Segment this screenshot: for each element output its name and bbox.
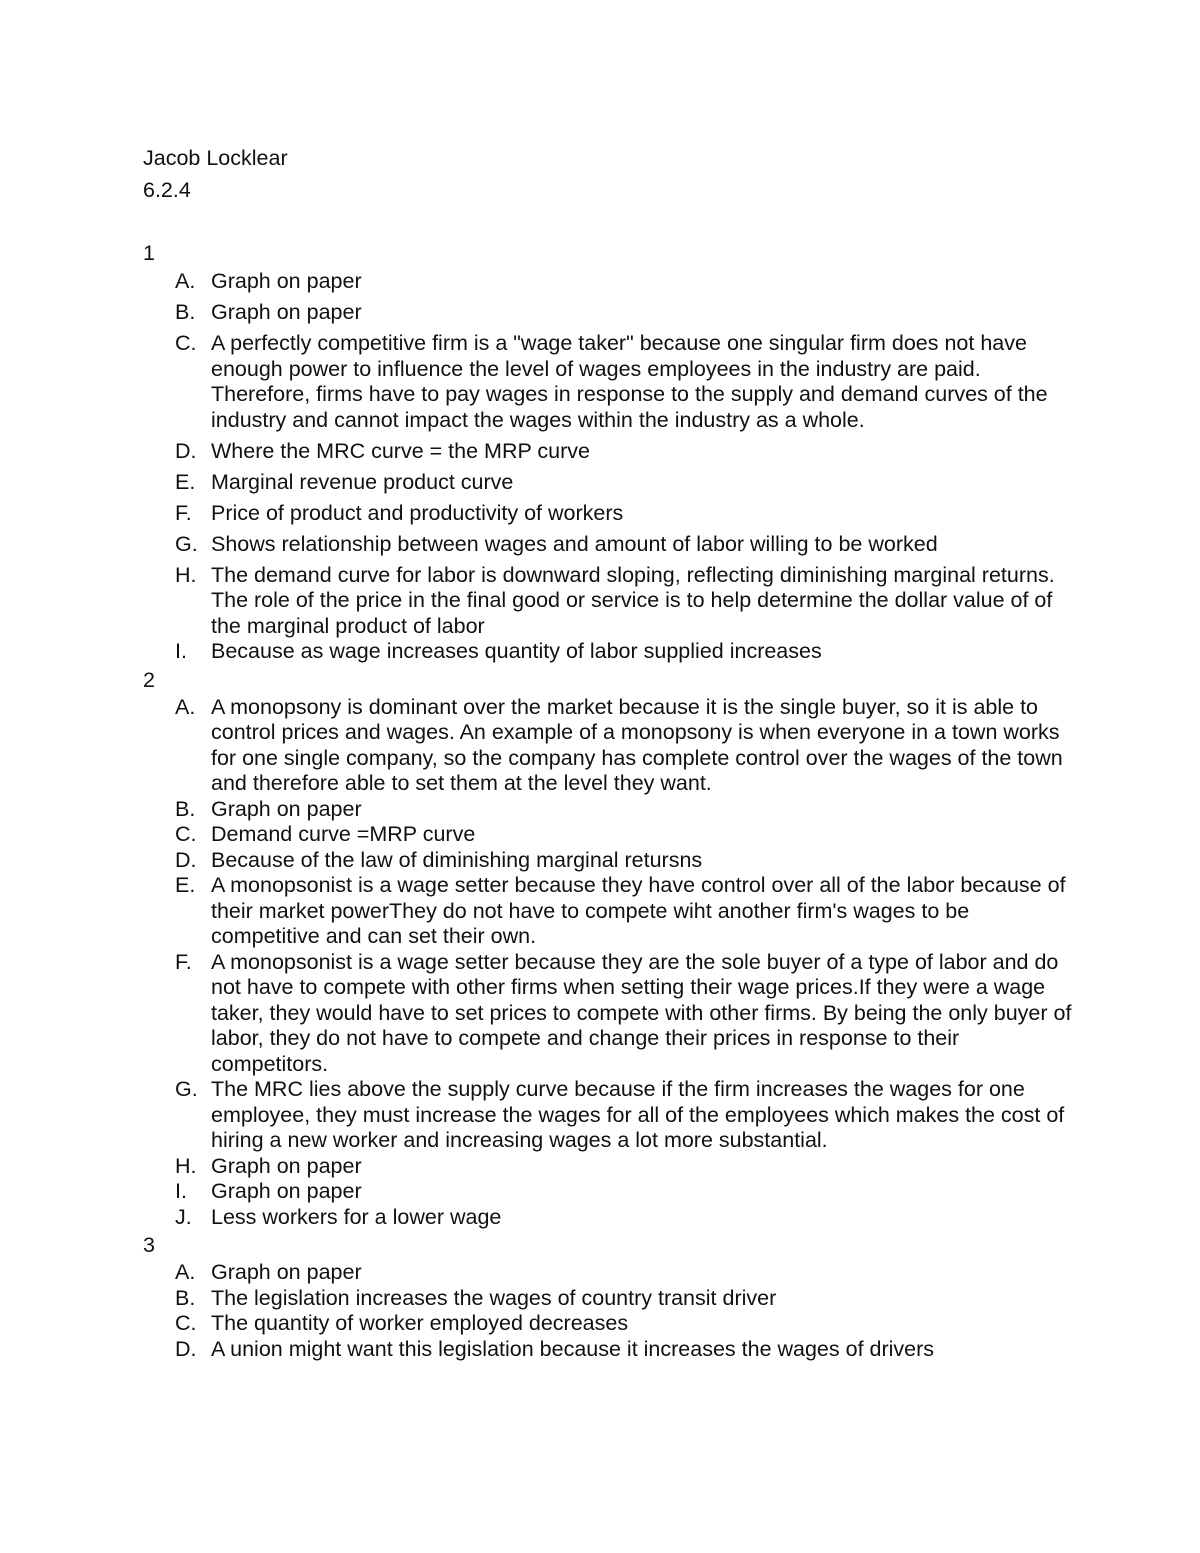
list-item-text: Graph on paper — [211, 796, 362, 821]
list-item — [143, 563, 1073, 640]
list-item-marker: D. — [175, 438, 197, 463]
list-item-marker: A. — [175, 694, 196, 719]
list-item-marker: B. — [175, 796, 196, 821]
list-item-marker: D. — [175, 1336, 197, 1361]
list-item-marker: D. — [175, 847, 197, 872]
list-item-text: A monopsonist is a wage setter because they are the sole buyer of a type of labor and do not have to compete with other firms when setting their wage prices.If they were a wage taker, they would have to set prices to compete with other firms. By being the only buyer of labor, they do not have to compete and change their prices in response to their competitors. — [211, 949, 1072, 1076]
list-item-text: Shows relationship between wages and amount of labor willing to be worked — [211, 531, 938, 556]
list-item — [143, 822, 1073, 848]
list-item — [143, 501, 1073, 527]
list-item — [143, 1337, 1073, 1363]
list-item-text: Marginal revenue product curve — [211, 469, 514, 494]
list-item-text: Because of the law of diminishing marginal retursns — [211, 847, 703, 872]
list-item-text: Less workers for a lower wage — [211, 1204, 502, 1229]
list-item-marker: I. — [175, 639, 187, 663]
list-item-marker: G. — [175, 1077, 198, 1101]
list-item — [143, 439, 1073, 465]
list-item-marker: A. — [175, 1260, 196, 1284]
list-item-text: Graph on paper — [211, 1153, 362, 1178]
list-item-text: Demand curve =MRP curve — [211, 822, 476, 846]
list-item — [143, 1179, 1073, 1205]
section-number: 3 — [143, 1233, 155, 1257]
list-item — [143, 873, 1073, 950]
list-item-text: A monopsony is dominant over the market because it is the single buyer, so it is able to control prices and wages. An example of a monopsony is when everyone in a town works for one single company, so the company has complete control over the wages of the town and therefore able to set them at the level they want. — [211, 694, 1063, 795]
list-item-text: A monopsonist is a wage setter because they have control over all of the labor because of their market powerThey do not have to compete wiht another firm's wages to be competitive and can set their own. — [211, 873, 1066, 948]
document-body — [143, 142, 1073, 1362]
list-item-marker: C. — [175, 822, 197, 846]
list-item-marker: E. — [175, 873, 196, 897]
list-item-marker: B. — [175, 1285, 196, 1310]
list-item — [143, 470, 1073, 496]
blank-line — [143, 206, 1073, 237]
list-item — [143, 1154, 1073, 1180]
list-item-marker: I. — [175, 1179, 187, 1203]
answer-list — [143, 695, 1073, 1231]
list-item — [143, 1077, 1073, 1154]
list-item-marker: F. — [175, 949, 192, 974]
list-item — [143, 639, 1073, 665]
list-item — [143, 300, 1073, 326]
list-item-text: Where the MRC curve = the MRP curve — [211, 438, 590, 463]
list-item-marker: E. — [175, 469, 196, 494]
answer-sections — [143, 237, 1073, 1362]
list-item — [143, 1311, 1073, 1337]
list-item-text: A perfectly competitive firm is a "wage taker" because one singular firm does not have enough power to influence the level of wages employees in the industry are paid. Therefore, firms have to pay wages in response to the supply and demand curves of the industry and cannot impact the wages within the industry as a whole. — [211, 331, 1048, 432]
list-item — [143, 331, 1073, 433]
answer-list — [143, 1260, 1073, 1362]
list-item — [143, 695, 1073, 797]
list-item-text: Price of product and productivity of workers — [211, 500, 624, 525]
list-item-text: Graph on paper — [211, 300, 362, 324]
list-item — [143, 1286, 1073, 1312]
list-item-text: The quantity of worker employed decreases — [211, 1311, 629, 1335]
section-number: 2 — [143, 667, 155, 692]
list-item-marker: A. — [175, 269, 196, 293]
list-item-marker: J. — [175, 1204, 192, 1229]
list-item-marker: B. — [175, 300, 196, 324]
list-item-text: Because as wage increases quantity of labor supplied increases — [211, 639, 822, 663]
list-item-text: Graph on paper — [211, 1179, 362, 1203]
list-item — [143, 1205, 1073, 1231]
list-item-marker: F. — [175, 500, 192, 525]
list-item — [143, 950, 1073, 1078]
list-item-text: Graph on paper — [211, 269, 362, 293]
list-item — [143, 1260, 1073, 1286]
list-item-marker: C. — [175, 331, 197, 355]
assignment-number: 6.2.4 — [143, 178, 191, 202]
list-item-marker: H. — [175, 1153, 197, 1178]
list-item — [143, 269, 1073, 295]
list-item — [143, 797, 1073, 823]
list-item-text: The demand curve for labor is downward sloping, reflecting diminishing marginal returns. The role of the price in the final good or service is to help determine the dollar value of of the marginal product of labor — [211, 562, 1055, 638]
list-item — [143, 848, 1073, 874]
list-item-text: A union might want this legislation because it increases the wages of drivers — [211, 1336, 935, 1361]
list-item-text: The legislation increases the wages of country transit driver — [211, 1285, 777, 1310]
list-item-text: Graph on paper — [211, 1260, 362, 1284]
list-item — [143, 532, 1073, 558]
list-item-text: The MRC lies above the supply curve because if the firm increases the wages for one employee, they must increase the wages for all of the employees which makes the cost of hiring a new worker and increasing wages a lot more substantial. — [211, 1077, 1065, 1152]
author-name: Jacob Locklear — [143, 146, 288, 170]
section-number: 1 — [143, 241, 155, 265]
list-item-marker: C. — [175, 1311, 197, 1335]
answer-list — [143, 269, 1073, 665]
list-item-marker: G. — [175, 531, 198, 556]
list-item-marker: H. — [175, 562, 197, 587]
